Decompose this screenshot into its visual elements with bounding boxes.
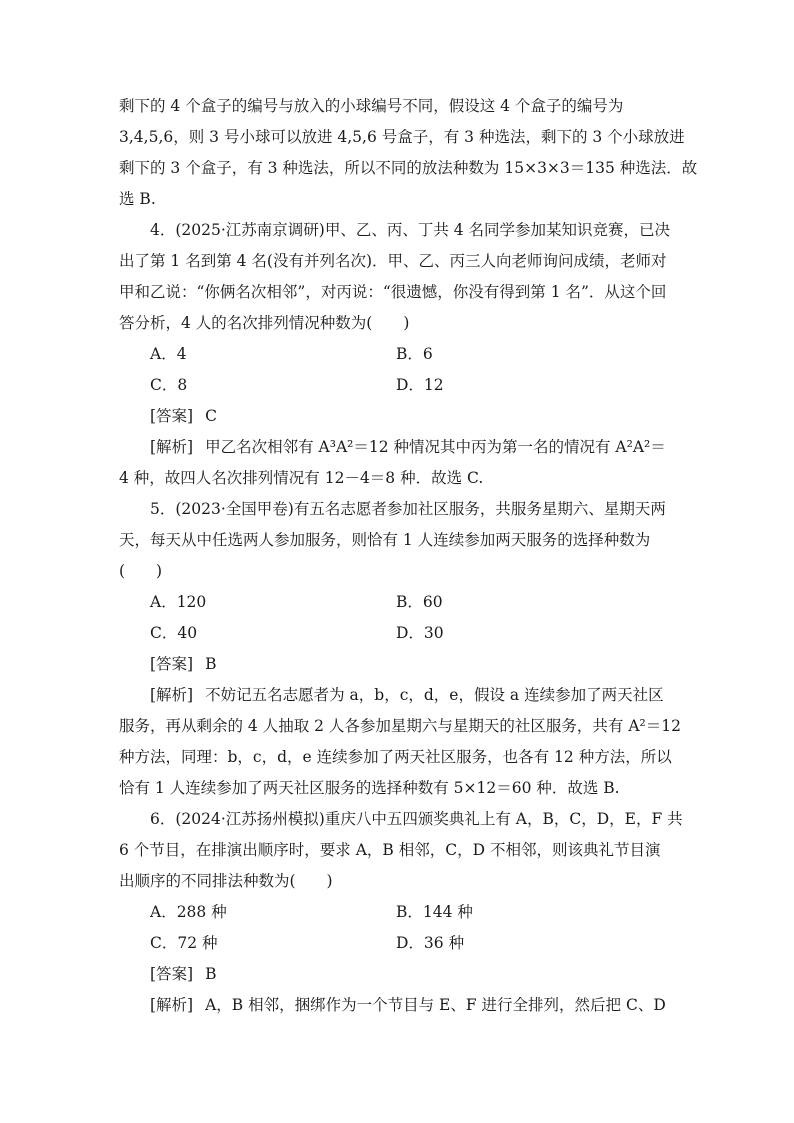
- q5-option-c: C．40: [150, 624, 198, 642]
- q6-stem-line: 6 个节目，在排演出顺序时，要求 A，B 相邻，C，D 不相邻，则该典礼节目演: [119, 841, 661, 859]
- text-line: 选 B.: [119, 190, 156, 208]
- q5-stem-line: 5．(2023·全国甲卷)有五名志愿者参加社区服务，共服务星期六、星期天两: [150, 500, 666, 518]
- answer-label: [答案]: [150, 407, 194, 425]
- q4-option-a: A．4: [150, 345, 187, 363]
- q6-option-d: D．36 种: [396, 934, 465, 952]
- q6-option-a: A．288 种: [150, 903, 227, 921]
- answer-label: [答案]: [150, 655, 194, 673]
- q4-stem-line: 甲和乙说：“你俩名次相邻”，对丙说：“很遗憾，你没有得到第 1 名”．从这个回: [119, 283, 667, 301]
- q4-stem-line: 4．(2025·江苏南京调研)甲、乙、丙、丁共 4 名同学参加某知识竞赛，已决: [150, 221, 671, 239]
- analysis-text: 服务，再从剩余的 4 人抽取 2 人各参加星期六与星期天的社区服务，共有 A²＝12: [119, 717, 681, 735]
- q5-option-b: B．60: [396, 593, 443, 611]
- analysis-text: 不妨记五名志愿者为 a，b，c，d，e，假设 a 连续参加了两天社区: [205, 686, 664, 704]
- q5-stem-line: ( ): [119, 562, 163, 580]
- analysis-text: 4 种，故四人名次排列情况有 12－4＝8 种．故选 C.: [119, 469, 484, 487]
- q4-answer: [150, 406, 217, 426]
- q6-option-c: C．72 种: [150, 934, 218, 952]
- q6-answer: [150, 964, 217, 984]
- answer-label: [答案]: [150, 965, 194, 983]
- q6-analysis: [150, 995, 666, 1015]
- q4-stem-line: 出了第 1 名到第 4 名(没有并列名次)．甲、乙、丙三人向老师询问成绩，老师对: [119, 252, 667, 270]
- analysis-text: 甲乙名次相邻有 A³A²＝12 种情况其中丙为第一名的情况有 A²A²＝: [205, 438, 666, 456]
- analysis-text: 恰有 1 人连续参加了两天社区服务的选择种数有 5×12＝60 种．故选 B.: [119, 779, 620, 797]
- q5-option-a: A．120: [150, 593, 207, 611]
- text-line: 3,4,5,6，则 3 号小球可以放进 4,5,6 号盒子，有 3 种选法，剩下的 3 个小球放进: [119, 128, 685, 146]
- q4-stem-line: 答分析，4 人的名次排列情况种数为( ): [119, 314, 410, 332]
- q4-option-c: C．8: [150, 376, 188, 394]
- analysis-text: 种方法，同理：b，c，d，e 连续参加了两天社区服务，也各有 12 种方法，所以: [119, 748, 672, 766]
- q4-option-d: D．12: [396, 376, 444, 394]
- q6-stem-line: 6．(2024·江苏扬州模拟)重庆八中五四颁奖典礼上有 A，B，C，D，E，F 共: [150, 810, 683, 828]
- q6-option-b: B．144 种: [396, 903, 473, 921]
- answer-value: C: [205, 407, 217, 425]
- q4-option-b: B．6: [396, 345, 433, 363]
- text-line: 剩下的 4 个盒子的编号与放入的小球编号不同，假设这 4 个盒子的编号为: [119, 97, 624, 115]
- analysis-text: A，B 相邻，捆绑作为一个节目与 E、F 进行全排列，然后把 C、D: [205, 996, 666, 1014]
- q5-answer: [150, 654, 217, 674]
- q5-option-d: D．30: [396, 624, 444, 642]
- q6-stem-line: 出顺序的不同排法种数为( ): [119, 872, 333, 890]
- q4-analysis: [150, 437, 666, 457]
- analysis-label: [解析]: [150, 686, 194, 704]
- analysis-label: [解析]: [150, 438, 194, 456]
- q5-analysis: [150, 685, 664, 705]
- text-line: 剩下的 3 个盒子，有 3 种选法，所以不同的放法种数为 15×3×3＝135 种选法．故: [119, 159, 698, 177]
- q5-stem-line: 天，每天从中任选两人参加服务，则恰有 1 人连续参加两天服务的选择种数为: [119, 531, 651, 549]
- answer-value: B: [205, 655, 217, 673]
- analysis-label: [解析]: [150, 996, 194, 1014]
- answer-value: B: [205, 965, 217, 983]
